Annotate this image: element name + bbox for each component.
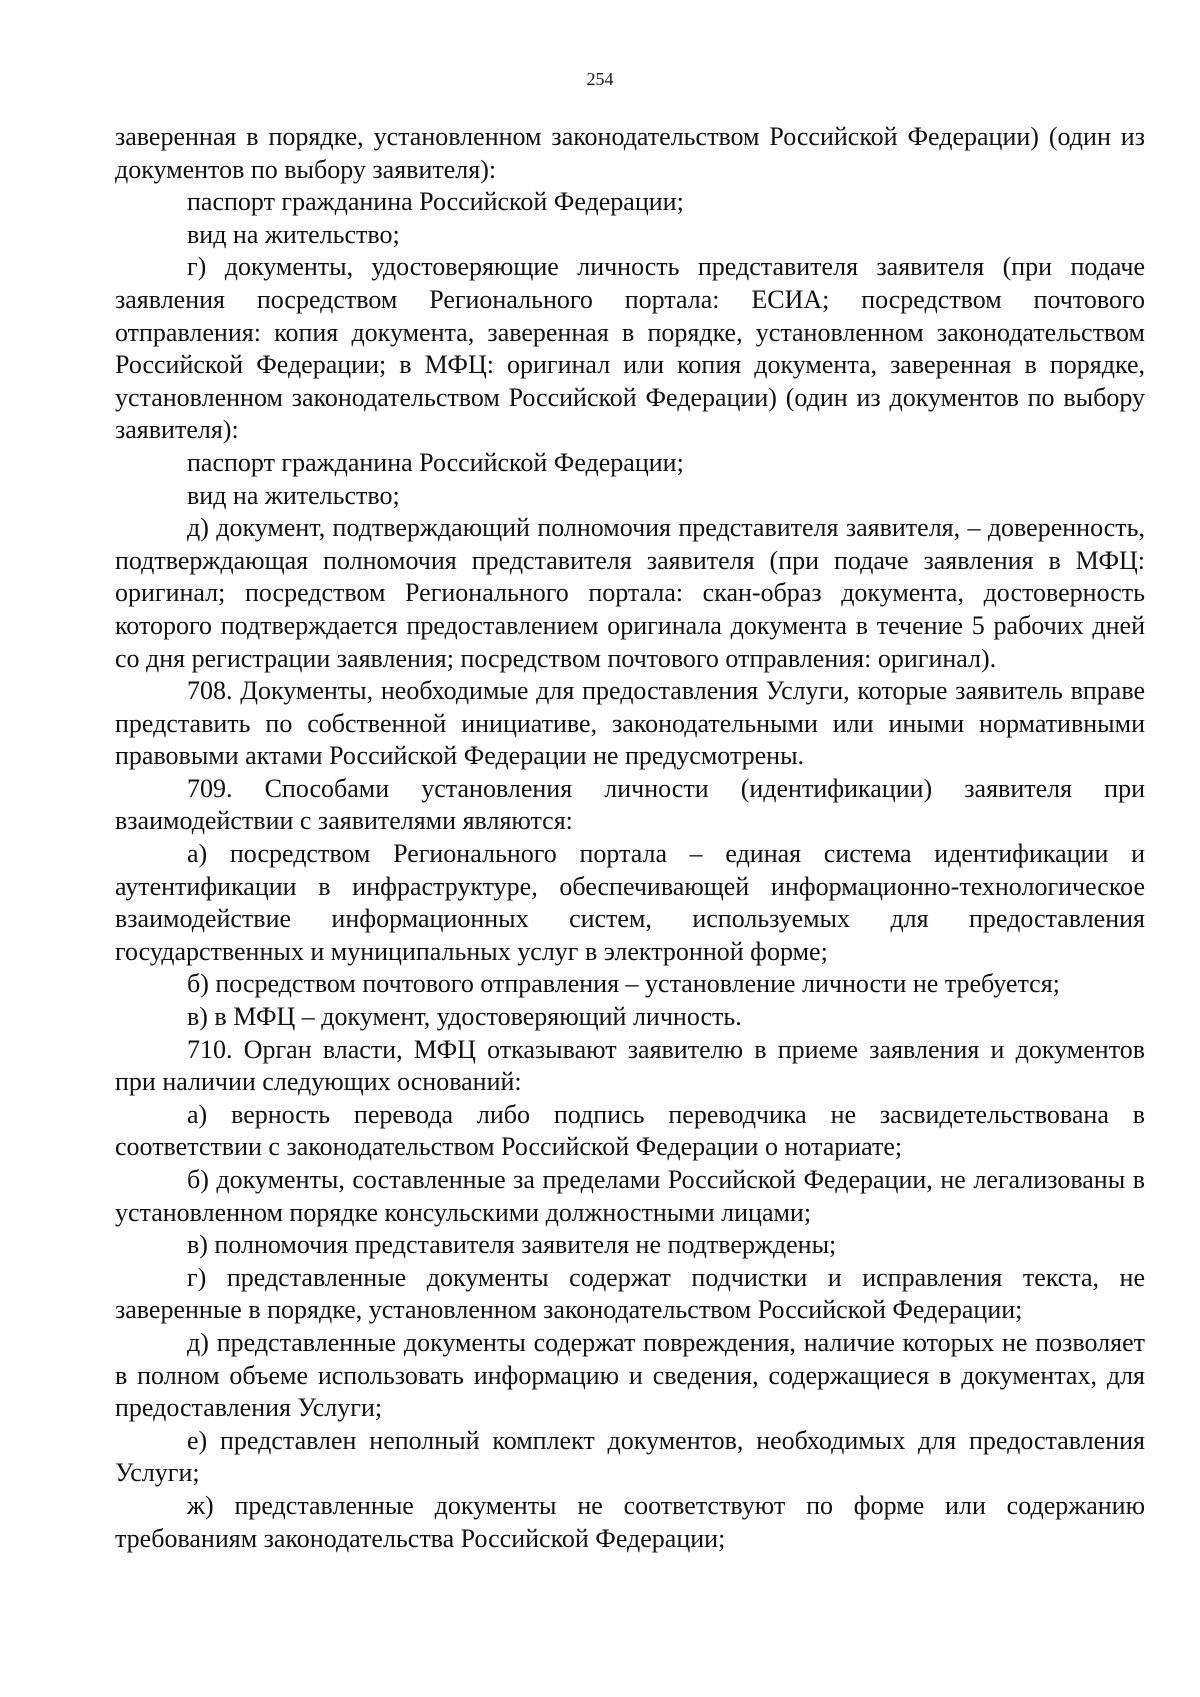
paragraph: заверенная в порядке, установленном законодательством Российской Федерации) (один из документов по выбору заявителя): — [115, 122, 1145, 184]
paragraph: д) представленные документы содержат повреждения, наличие которых не позволяет в полном объеме использовать информацию и сведения, содержащиеся в документах, для предоставления Услуги; — [115, 1327, 1145, 1423]
paragraph: вид на жительство; — [187, 480, 400, 510]
paragraph: а) посредством Регионального портала – единая система идентификации и аутентификации в инфраструктуре, обеспечивающей информационно-технологическое взаимодействие информационных систем, используемых для предоставления государственных и муниципальных услуг в электронной форме; — [115, 839, 1145, 966]
paragraph: д) документ, подтверждающий полномочия представителя заявителя, – доверенность, подтверждающая полномочия представителя заявителя (при подаче заявления в МФЦ: оригинал; посредством Регионального портала: скан-образ документа, достоверность которого подтверждается предоставлением оригинала документа в течение 5 рабочих дней со дня регистрации заявления; посредством почтового отправления: оригинал). — [115, 513, 1145, 673]
paragraph: г) представленные документы содержат подчистки и исправления текста, не заверенные в порядке, установленном законодательством Российской Федерации; — [115, 1262, 1145, 1325]
paragraph: 710. Орган власти, МФЦ отказывают заявителю в приеме заявления и документов при наличии следующих оснований: — [115, 1034, 1145, 1097]
paragraph: 709. Способами установления личности (идентификации) заявителя при взаимодействии с заявителями являются: — [115, 773, 1145, 836]
page-number: 254 — [586, 69, 614, 89]
paragraph: в) в МФЦ – документ, удостоверяющий личность. — [187, 1002, 742, 1032]
paragraph: ж) представленные документы не соответствуют по форме или содержанию требованиям законодательства Российской Федерации; — [115, 1490, 1145, 1553]
paragraph: е) представлен неполный комплект документов, необходимых для предоставления Услуги; — [115, 1425, 1145, 1488]
paragraph: паспорт гражданина Российской Федерации; — [187, 447, 684, 477]
document-body — [115, 121, 1145, 1555]
paragraph: а) верность перевода либо подпись переводчика не засвидетельствована в соответствии с законодательством Российской Федерации о нотариате; — [115, 1099, 1145, 1162]
paragraph: паспорт гражданина Российской Федерации; — [187, 187, 684, 217]
paragraph: г) документы, удостоверяющие личность представителя заявителя (при подаче заявления посредством Регионального портала: ЕСИА; посредством почтового отправления: копия документа, заверенная в порядке, установленном законодательством Российской Федерации; в МФЦ: оригинал или копия документа, заверенная в порядке, установленном законодательством Российской Федерации) (один из документов по выбору заявителя): — [115, 252, 1145, 445]
paragraph: вид на жительство; — [187, 219, 400, 249]
paragraph: б) посредством почтового отправления – установление личности не требуется; — [187, 969, 1060, 999]
paragraph: 708. Документы, необходимые для предоставления Услуги, которые заявитель вправе представить по собственной инициативе, законодательными или иными нормативными правовыми актами Российской Федерации не предусмотрены. — [115, 676, 1145, 771]
paragraph: б) документы, составленные за пределами Российской Федерации, не легализованы в установленном порядке консульскими должностными лицами; — [115, 1165, 1145, 1227]
paragraph: в) полномочия представителя заявителя не подтверждены; — [187, 1230, 837, 1260]
